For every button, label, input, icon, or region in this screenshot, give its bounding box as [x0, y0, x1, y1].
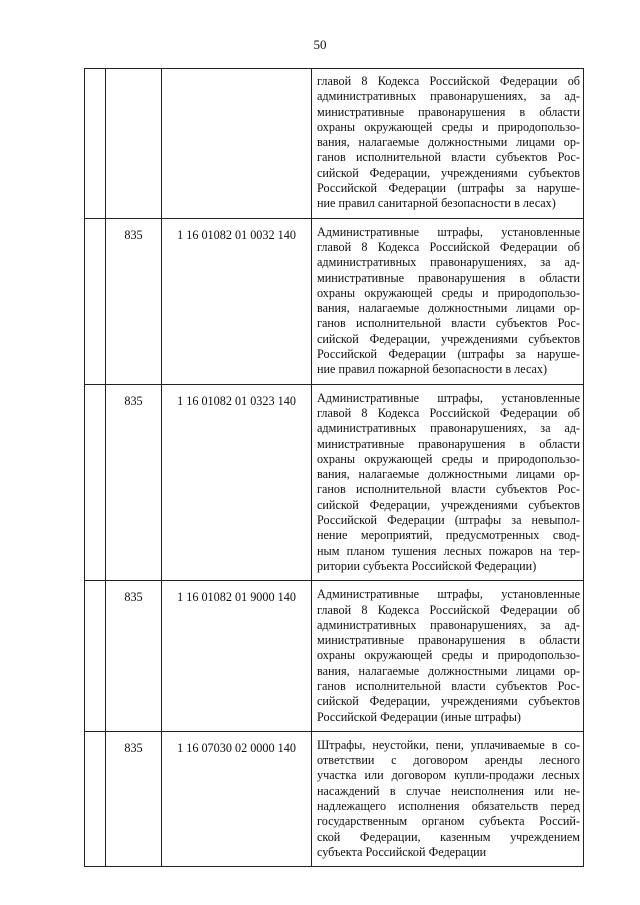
blank-cell	[85, 384, 106, 581]
description-cell	[312, 218, 584, 384]
description-cell	[312, 731, 584, 866]
description-line: министративные правонарушения в области	[317, 436, 580, 451]
description-line: вания, налагаемые должностными лицами ор-	[317, 663, 580, 678]
description-line: сийской Федерации, учреждениями субъектов	[317, 497, 580, 512]
description-line: охраны окружающей среды и природопользо-	[317, 119, 580, 134]
blank-cell	[85, 218, 106, 384]
description-line: ганов исполнительной власти субъектов Рос-	[317, 316, 580, 331]
description-line: ние правил санитарной безопасности в лесах)	[317, 196, 556, 211]
description-cell	[312, 384, 584, 581]
description-line: главой 8 Кодекса Российской Федерации об	[317, 239, 580, 254]
description-line: Административные штрафы, установленные	[317, 224, 580, 239]
description-line: министративные правонарушения в области	[317, 633, 580, 648]
description-line: вания, налагаемые должностными лицами ор-	[317, 301, 580, 316]
kbk-code-cell: 1 16 07030 02 0000 140	[162, 731, 312, 866]
description-line: административных правонарушениях, за ад-	[317, 255, 580, 270]
description-line: охраны окружающей среды и природопользо-	[317, 285, 580, 300]
admin-code-cell	[106, 69, 162, 219]
description-line: участка или договором купли-продажи лесных	[317, 768, 580, 783]
description-line: нение мероприятий, предусмотренных свод-	[317, 528, 580, 543]
admin-code-cell: 835	[106, 731, 162, 866]
table-row	[85, 581, 584, 732]
description-line: Штрафы, неустойки, пени, уплачиваемые в со-	[317, 737, 580, 752]
description-line: Российской Федерации (штрафы за наруше-	[317, 181, 580, 196]
description-line: Административные штрафы, установленные	[317, 587, 580, 602]
kbk-code-cell: 1 16 01082 01 9000 140	[162, 581, 312, 732]
admin-code-cell: 835	[106, 218, 162, 384]
description-line: ганов исполнительной власти субъектов Рос-	[317, 150, 580, 165]
description-line: административных правонарушениях, за ад-	[317, 421, 580, 436]
kbk-code-cell: 1 16 01082 01 0323 140	[162, 384, 312, 581]
description-line: охраны окружающей среды и природопользо-	[317, 648, 580, 663]
description-line: сийской Федерации, учреждениями субъектов	[317, 165, 580, 180]
description-line: ние правил пожарной безопасности в лесах)	[317, 362, 548, 377]
description-line: насаждений в случае неисполнения или не-	[317, 783, 580, 798]
blank-cell	[85, 69, 106, 219]
description-line: ритории субъекта Российской Федерации)	[317, 558, 537, 573]
description-line: государственным органом субъекта Россий-	[317, 814, 580, 829]
description-cell	[312, 69, 584, 219]
kbk-code-cell: 1 16 01082 01 0032 140	[162, 218, 312, 384]
description-line: ганов исполнительной власти субъектов Рос-	[317, 678, 580, 693]
description-line: административных правонарушениях, за ад-	[317, 617, 580, 632]
blank-cell	[85, 731, 106, 866]
description-line: министративные правонарушения в области	[317, 270, 580, 285]
description-line: ным планом тушения лесных пожаров на тер-	[317, 543, 580, 558]
description-line: охраны окружающей среды и природопользо-	[317, 451, 580, 466]
description-line: вания, налагаемые должностными лицами ор-	[317, 467, 580, 482]
description-line: сийской Федерации, учреждениями субъектов	[317, 331, 580, 346]
description-line: главой 8 Кодекса Российской Федерации об	[317, 405, 580, 420]
table-row	[85, 731, 584, 866]
table-row	[85, 384, 584, 581]
description-line: Российской Федерации (штрафы за невыпол-	[317, 513, 580, 528]
budget-codes-table	[84, 68, 584, 867]
description-line: Российской Федерации (иные штрафы)	[317, 709, 521, 724]
admin-code-cell: 835	[106, 581, 162, 732]
description-line: Административные штрафы, установленные	[317, 390, 580, 405]
blank-cell	[85, 581, 106, 732]
description-line: Российской Федерации (штрафы за наруше-	[317, 347, 580, 362]
admin-code-cell: 835	[106, 384, 162, 581]
table-row	[85, 69, 584, 219]
description-line: административных правонарушениях, за ад-	[317, 89, 580, 104]
description-line: надлежащего исполнения обязательств перед	[317, 799, 580, 814]
description-line: главой 8 Кодекса Российской Федерации об	[317, 602, 580, 617]
kbk-code-cell	[162, 69, 312, 219]
description-line: вания, налагаемые должностными лицами ор-	[317, 135, 580, 150]
description-line: субъекта Российской Федерации	[317, 844, 487, 859]
description-cell	[312, 581, 584, 732]
description-line: министративные правонарушения в области	[317, 104, 580, 119]
description-line: сийской Федерации, учреждениями субъектов	[317, 694, 580, 709]
description-line: главой 8 Кодекса Российской Федерации об	[317, 74, 580, 88]
description-line: ской Федерации, казенным учреждением	[317, 829, 580, 844]
description-line: ответствии с договором аренды лесного	[317, 753, 580, 768]
description-line: ганов исполнительной власти субъектов Рос-	[317, 482, 580, 497]
page-number: 50	[313, 37, 327, 52]
table-row	[85, 218, 584, 384]
